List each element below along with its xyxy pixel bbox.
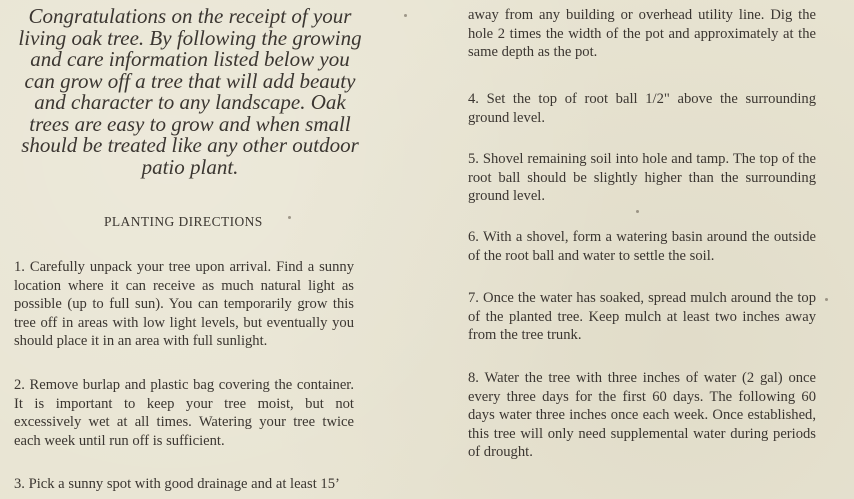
paper-speck [404, 14, 407, 17]
paper-speck [636, 210, 639, 213]
step-4: 4. Set the top of root ball 1/2" above the surrounding ground level. [468, 91, 816, 126]
step-2: 2. Remove burlap and plastic bag covering the container. It is important to keep your tree moist, but not excessively wet at all times. Watering your tree twice each week until run off is sufficient. [14, 377, 354, 449]
section-heading: PLANTING DIRECTIONS [104, 214, 263, 229]
left-column [14, 4, 374, 492]
paper-speck [288, 216, 291, 219]
step-8: 8. Water the tree with three inches of water (2 gal) once every three days for the first 60 days. The following 60 days water three inches once each week. Once established, this tree will only need supplemental water during periods of drought. [468, 370, 816, 461]
step-6: 6. With a shovel, form a watering basin around the outside of the root ball and water to settle the soil. [468, 229, 816, 264]
paper-speck [825, 298, 828, 301]
step-5: 5. Shovel remaining soil into hole and tamp. The top of the root ball should be slightly higher than the surrounding ground level. [468, 151, 816, 205]
step-3: 3. Pick a sunny spot with good drainage and at least 15’ [14, 476, 340, 492]
step-3-continued: away from any building or overhead utility line. Dig the hole 2 times the width of the pot and approximately at the same depth as the pot. [468, 7, 816, 61]
intro-paragraph: Congratulations on the receipt of your living oak tree. By following the growing and care information listed below you can grow off a tree that will add beauty and character to any landscape. Oak trees are easy to grow and when small should be treated like any other outdoor patio plant. [18, 4, 362, 179]
step-1: 1. Carefully unpack your tree upon arrival. Find a sunny location where it can receive as much natural light as possible (up to full sun). You can temporarily grow this tree off in areas with low light levels, but eventually you should place it in an area with full sunlight. [14, 259, 354, 350]
step-7: 7. Once the water has soaked, spread mulch around the top of the planted tree. Keep mulch at least two inches away from the tree trunk. [468, 290, 816, 344]
